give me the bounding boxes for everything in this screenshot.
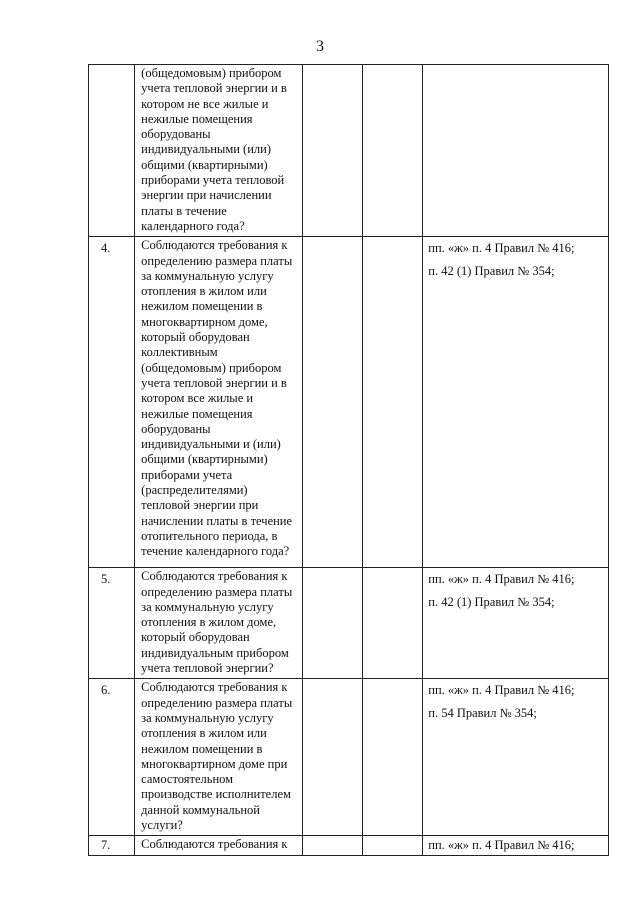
question-cell: [135, 836, 303, 856]
page-number: 3: [316, 38, 324, 55]
table-row: [89, 237, 609, 568]
answer-cell-1: [302, 679, 362, 836]
row-number-cell: [89, 65, 135, 237]
legal-reference: пп. «ж» п. 4 Правил № 416;: [428, 572, 575, 587]
answer-cell-2: [363, 836, 423, 856]
question-cell: [135, 65, 303, 237]
answer-cell-2: [363, 568, 423, 679]
table-row: [89, 836, 609, 856]
answer-cell-1: [302, 836, 362, 856]
table-row: [89, 679, 609, 836]
row-number-cell: [89, 237, 135, 568]
row-number: 5.: [101, 572, 111, 587]
legal-reference: пп. «ж» п. 4 Правил № 416;: [428, 683, 575, 698]
answer-cell-2: [363, 679, 423, 836]
reference-cell: [423, 568, 609, 679]
legal-reference: пп. «ж» п. 4 Правил № 416;: [428, 241, 575, 256]
row-number: 7.: [101, 838, 111, 853]
question-cell: [135, 237, 303, 568]
legal-reference: пп. «ж» п. 4 Правил № 416;: [428, 838, 575, 853]
checklist-table: [88, 64, 609, 856]
answer-cell-1: [302, 65, 362, 237]
answer-cell-1: [302, 568, 362, 679]
reference-cell: [423, 237, 609, 568]
legal-reference: п. 54 Правил № 354;: [428, 706, 537, 721]
question-cell: [135, 679, 303, 836]
question-cell: [135, 568, 303, 679]
table-row: [89, 568, 609, 679]
reference-cell: [423, 836, 609, 856]
legal-reference: п. 42 (1) Правил № 354;: [428, 264, 555, 279]
reference-cell: [423, 679, 609, 836]
question-text: Соблюдаются требования к определению размера платы за коммунальную услугу отопления в жилом или нежилом помещении в многоквартирном доме при самостоятельном производстве исполнителем данной коммунальной услуги?: [141, 680, 293, 833]
answer-cell-2: [363, 65, 423, 237]
row-number: 4.: [101, 241, 111, 256]
legal-reference: п. 42 (1) Правил № 354;: [428, 595, 555, 610]
reference-cell: [423, 65, 609, 237]
answer-cell-2: [363, 237, 423, 568]
row-number-cell: [89, 679, 135, 836]
question-text: Соблюдаются требования к определению размера платы за коммунальную услугу отопления в жилом или нежилом помещении в многоквартирном доме, который оборудован коллективным (общедомовым) прибором учета тепловой энергии и в котором все жилые и нежилые помещения оборудованы индивидуальными и (или) общими (квартирными) приборами учета (распределителями) тепловой энергии при начислении платы в течение отопительного периода, в течение календарного года?: [141, 238, 293, 559]
question-text: Соблюдаются требования к определению размера платы за коммунальную услугу отопления в жилом доме, который оборудован индивидуальным прибором учета тепловой энергии?: [141, 569, 293, 676]
row-number: [89, 65, 134, 69]
row-number-cell: [89, 836, 135, 856]
row-number: 6.: [101, 683, 111, 698]
question-text: (общедомовым) прибором учета тепловой энергии и в котором не все жилые и нежилые помещения оборудованы индивидуальными (или) общими (квартирными) приборами учета тепловой энергии при начислении платы в течение календарного года?: [141, 66, 287, 233]
answer-cell-1: [302, 237, 362, 568]
table-row: [89, 65, 609, 237]
row-number-cell: [89, 568, 135, 679]
question-text: Соблюдаются требования к: [141, 837, 288, 852]
